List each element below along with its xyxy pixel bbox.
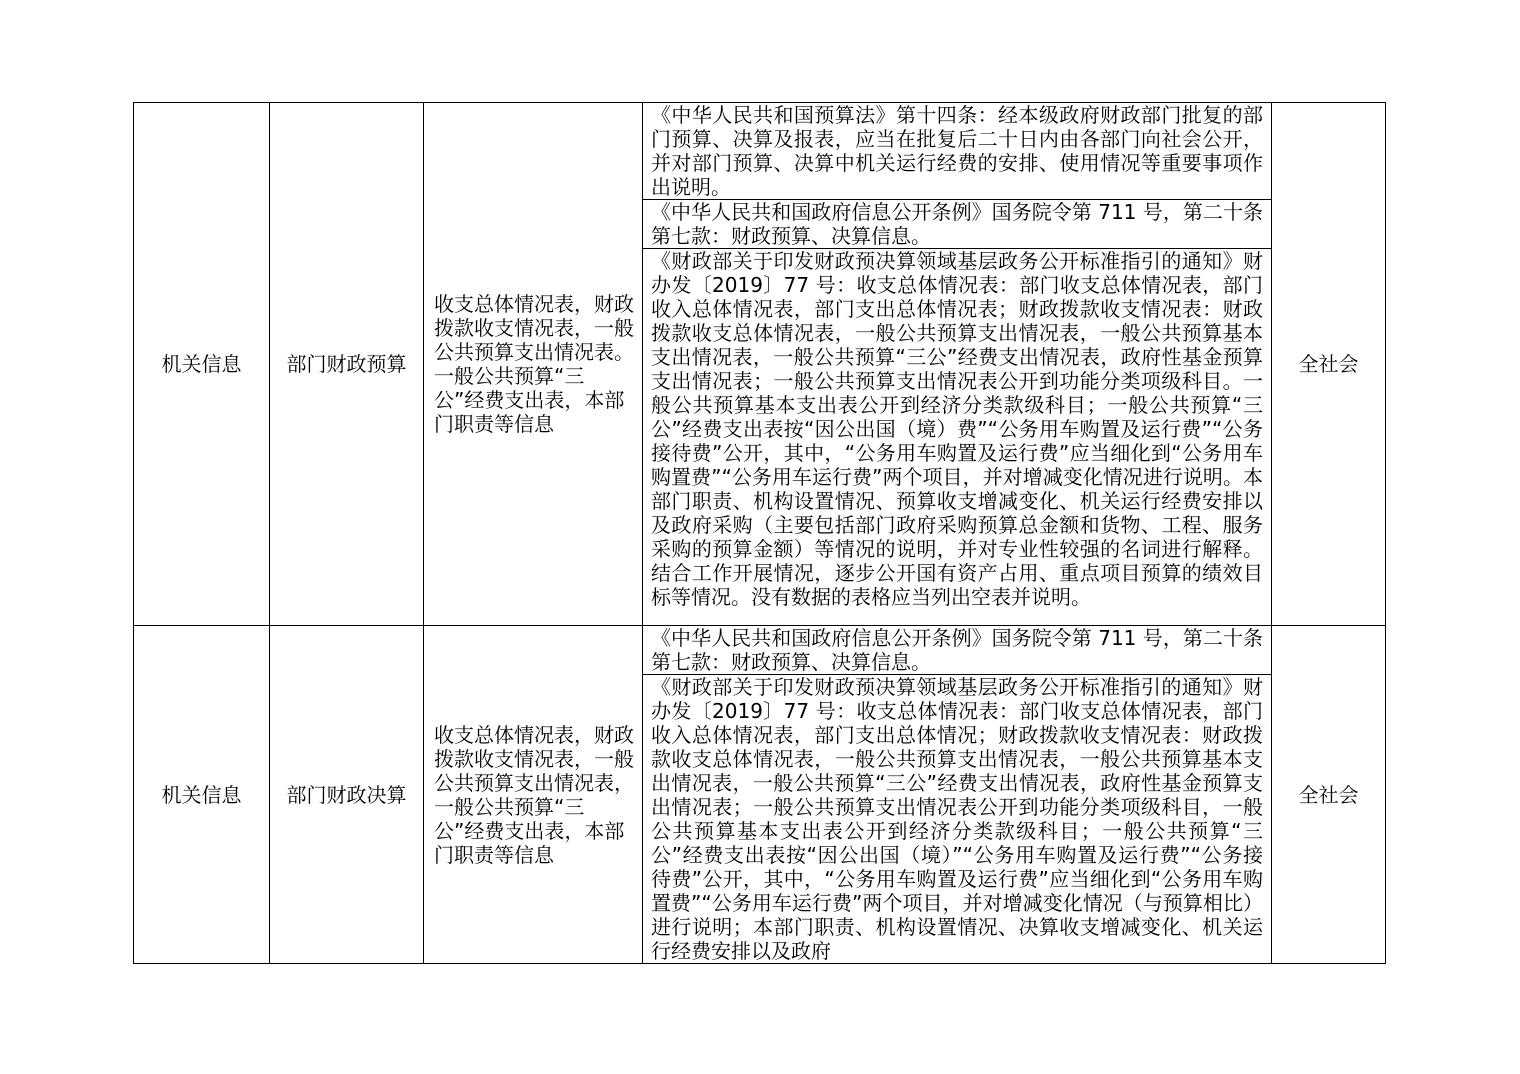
table-row xyxy=(134,626,1386,675)
basis-text: 《中华人民共和国政府信息公开条例》国务院令第 711 号，第二十条第七款：财政预算、决算信息。 xyxy=(651,626,1263,674)
item-cell: 部门财政决算 xyxy=(270,626,424,964)
content-cell: 收支总体情况表，财政拨款收支情况表，一般公共预算支出情况表。一般公共预算“三公”经费支出表，本部门职责等信息 xyxy=(424,103,643,626)
basis-text: 《财政部关于印发财政预决算领域基层政务公开标准指引的通知》财办发〔2019〕77 号：收支总体情况表：部门收支总体情况表，部门收入总体情况表，部门支出总体情况；财政拨款收支情况表：财政拨款收支总体情况表，一般公共预算支出情况表，一般公共预算基本支出情况表，一般公共预算“三公”经费支出情况表，政府性基金预算支出情况表；一般公共预算支出情况表公开到功能分类项级科目，一般公共预算基本支出表公开到经济分类款级科目；一般公共预算“三公”经费支出表按“因公出国（境）”“公务用车购置及运行费”“公务接待费”公开，其中，“公务用车购置及运行费”应当细化到“公务用车购置费”“公务用车运行费”两个项目，并对增减变化情况（与预算相比）进行说明；本部门职责、机构设置情况、决算收支增减变化、机关运行经费安排以及政府 xyxy=(651,675,1263,963)
basis-text: 《中华人民共和国预算法》第十四条：经本级政府财政部门批复的部门预算、决算及报表，应当在批复后二十日内由各部门向社会公开，并对部门预算、决算中机关运行经费的安排、使用情况等重要事项作出说明。 xyxy=(651,103,1263,199)
basis-cell xyxy=(643,103,1272,200)
category-cell: 机关信息 xyxy=(134,103,270,626)
scope-cell: 全社会 xyxy=(1272,626,1386,964)
item-cell: 部门财政预算 xyxy=(270,103,424,626)
basis-text: 《中华人民共和国政府信息公开条例》国务院令第 711 号，第二十条第七款：财政预算、决算信息。 xyxy=(651,200,1263,248)
content-cell: 收支总体情况表，财政拨款收支情况表，一般公共预算支出情况表，一般公共预算“三公”经费支出表，本部门职责等信息 xyxy=(424,626,643,964)
scope-cell: 全社会 xyxy=(1272,103,1386,626)
table-row xyxy=(134,103,1386,200)
basis-cell xyxy=(643,626,1272,675)
disclosure-table xyxy=(133,102,1386,964)
basis-cell xyxy=(643,675,1272,964)
basis-cell xyxy=(643,249,1272,626)
basis-cell xyxy=(643,200,1272,249)
category-cell: 机关信息 xyxy=(134,626,270,964)
basis-text: 《财政部关于印发财政预决算领域基层政务公开标准指引的通知》财办发〔2019〕77 号：收支总体情况表：部门收支总体情况表，部门收入总体情况表，部门支出总体情况表；财政拨款收支情况表：财政拨款收支总体情况表，一般公共预算支出情况表，一般公共预算基本支出情况表，一般公共预算“三公”经费支出情况表，政府性基金预算支出情况表；一般公共预算支出情况表公开到功能分类项级科目。一般公共预算基本支出表公开到经济分类款级科目；一般公共预算“三公”经费支出表按“因公出国（境）费”“公务用车购置及运行费”“公务接待费”公开，其中，“公务用车购置及运行费”应当细化到“公务用车购置费”“公务用车运行费”两个项目，并对增减变化情况进行说明。本部门职责、机构设置情况、预算收支增减变化、机关运行经费安排以及政府采购（主要包括部门政府采购预算总金额和货物、工程、服务采购的预算金额）等情况的说明，并对专业性较强的名词进行解释。结合工作开展情况，逐步公开国有资产占用、重点项目预算的绩效目标等情况。没有数据的表格应当列出空表并说明。 xyxy=(651,249,1263,609)
